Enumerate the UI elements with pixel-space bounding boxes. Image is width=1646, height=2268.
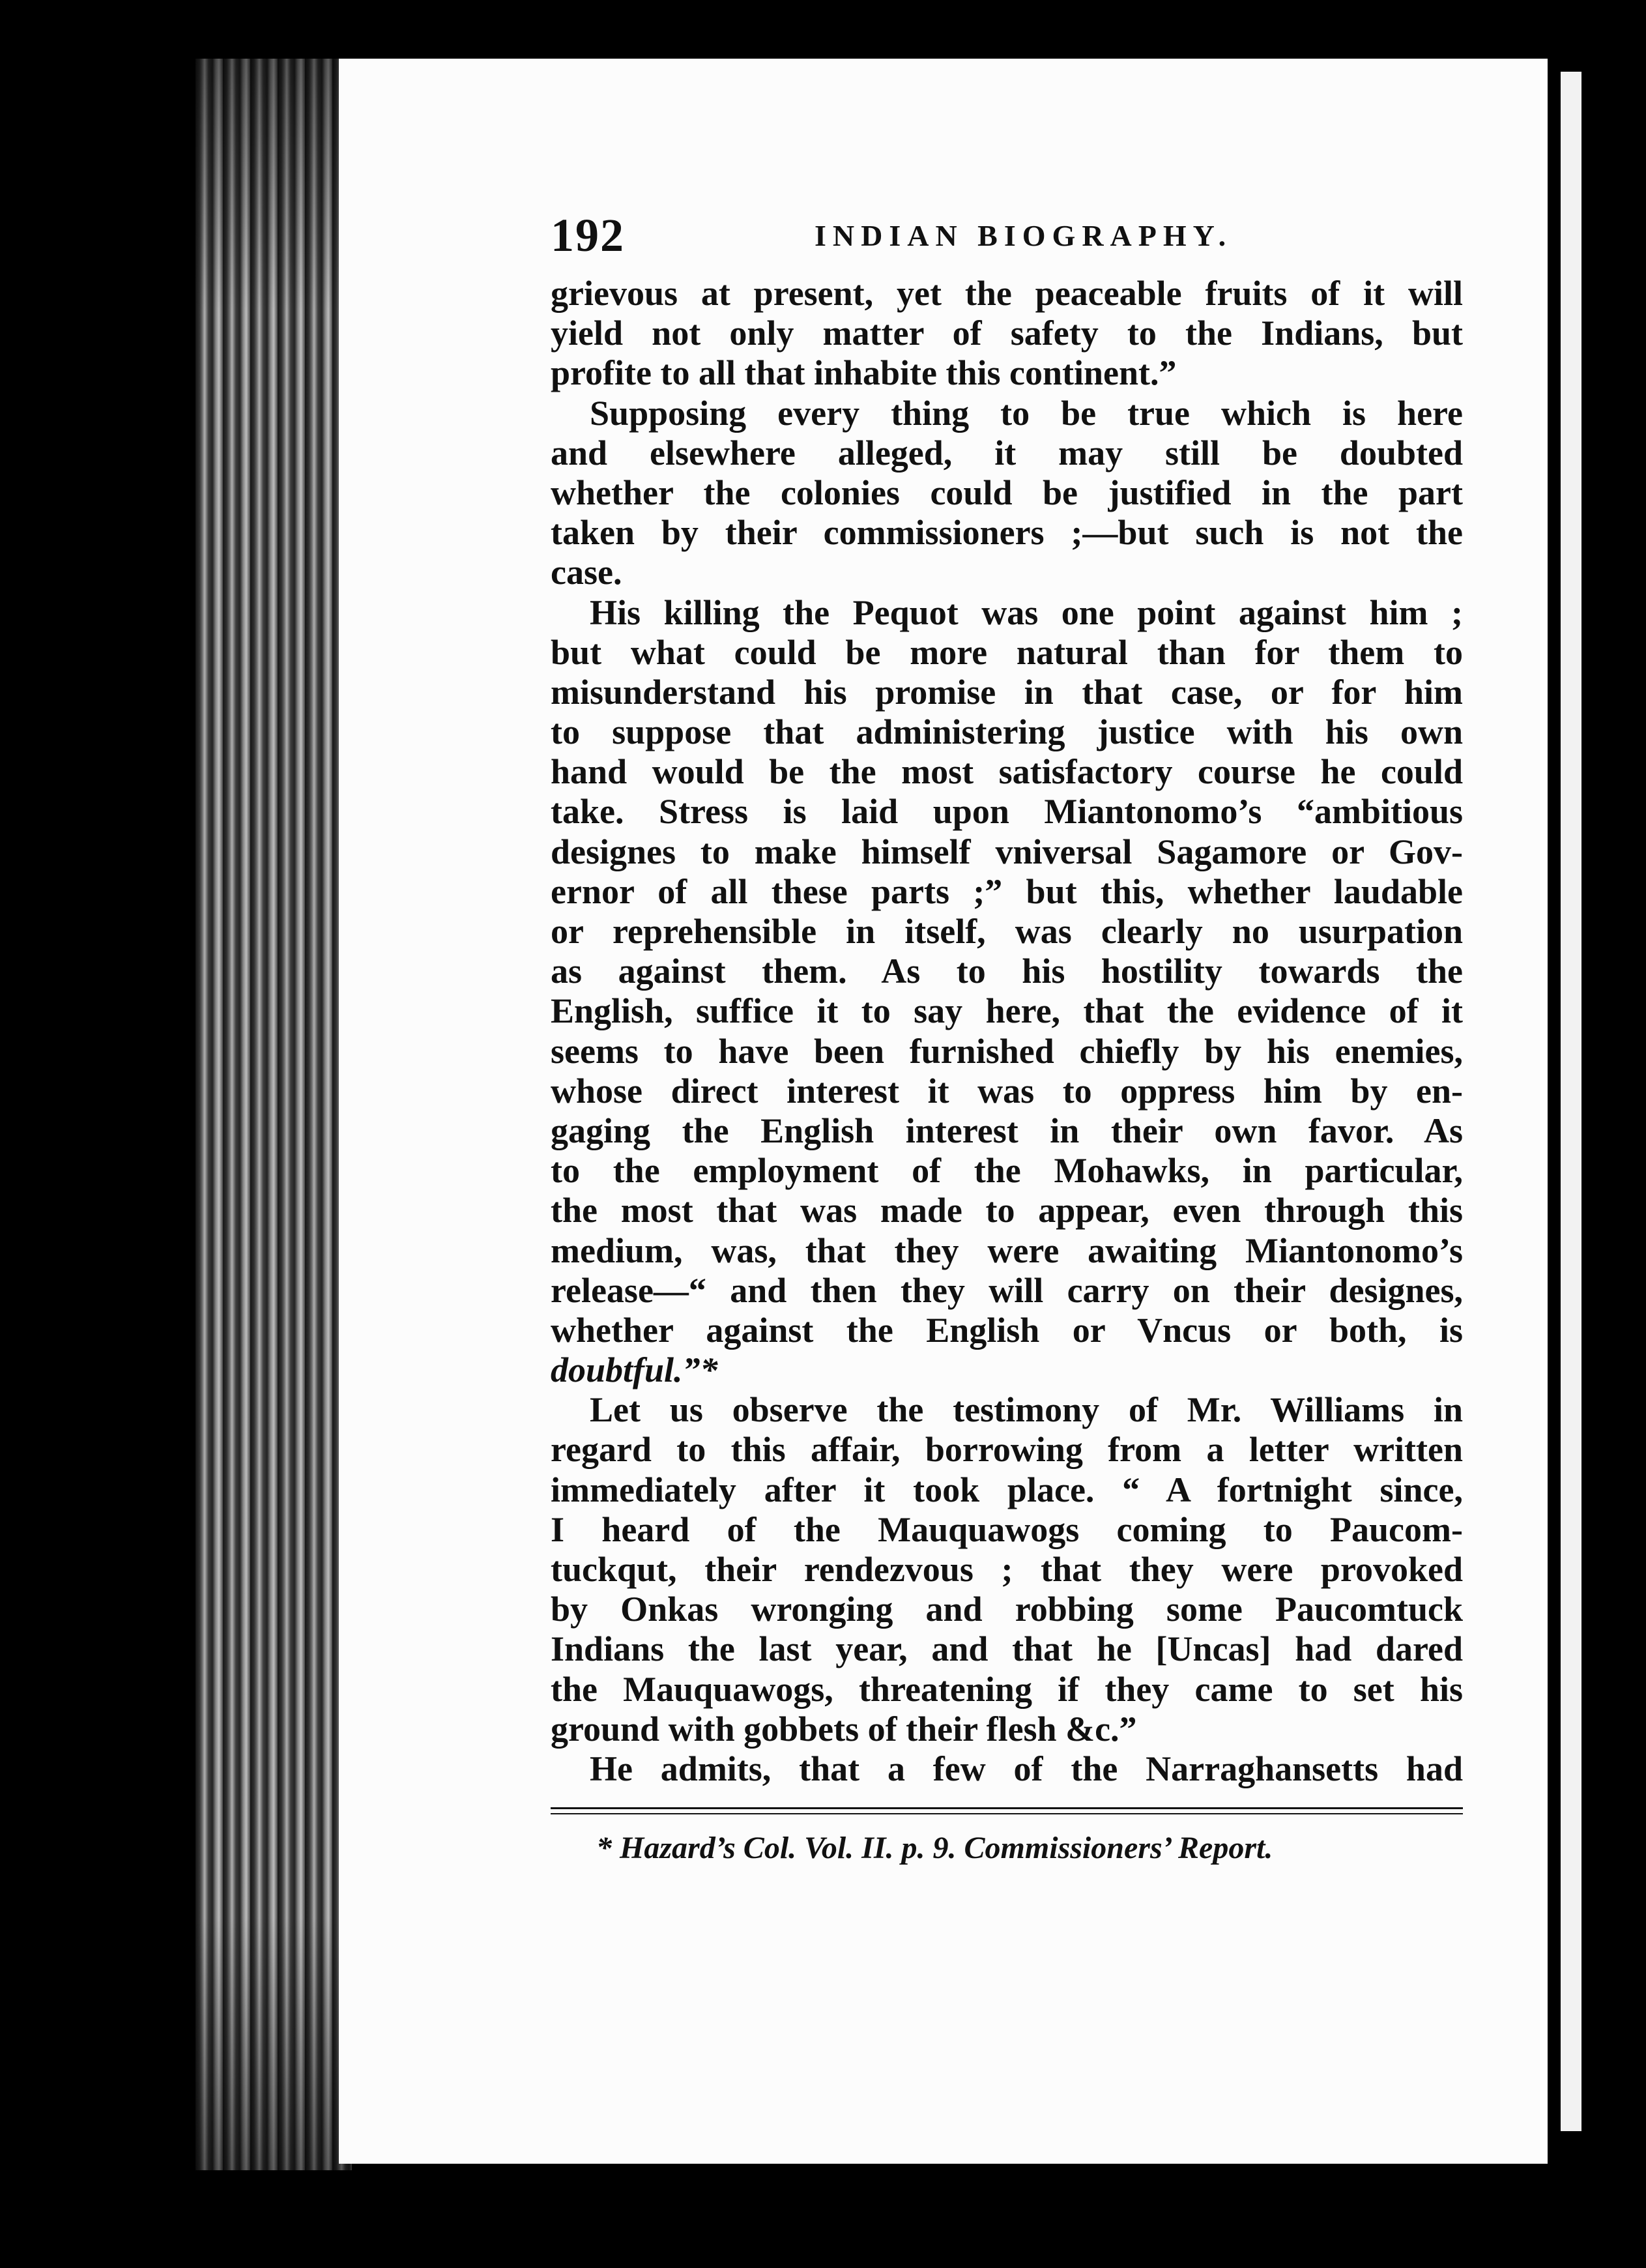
text-line: the most that was made to appear, even through this: [551, 1191, 1463, 1230]
footnote: * Hazard’s Col. Vol. II. p. 9. Commissioners’ Report.: [596, 1831, 1273, 1866]
text-line: to suppose that administering justice with his own: [551, 712, 1463, 752]
text-line: take. Stress is laid upon Miantonomo’s “ambitious: [551, 792, 1463, 832]
facing-page-edge: [1561, 72, 1581, 2131]
text-line: taken by their commissioners ;—but such is not the: [551, 513, 1463, 553]
text-line: Let us observe the testimony of Mr. Williams in: [590, 1390, 1463, 1430]
footnote-rule: [551, 1807, 1463, 1814]
text-line: release—“ and then they will carry on their designes,: [551, 1270, 1463, 1310]
page-content: [551, 196, 1463, 1866]
text-line: hand would be the most satisfactory course he could: [551, 752, 1463, 792]
text-line: ernor of all these parts ;” but this, whether laudable: [551, 871, 1463, 911]
text-line: whether the colonies could be justified in the part: [551, 472, 1463, 512]
text-line: grievous at present, yet the peaceable fruits of it will: [551, 274, 1463, 313]
text-line: the Mauquawogs, threatening if they came to set his: [551, 1669, 1463, 1709]
text-line: medium, was, that they were awaiting Miantonomo’s: [551, 1230, 1463, 1270]
text-line: English, suffice it to say here, that the evidence of it: [551, 991, 1463, 1031]
text-line: misunderstand his promise in that case, or for him: [551, 672, 1463, 712]
text-line: case.: [551, 553, 622, 592]
text-line: whose direct interest it was to oppress him by en-: [551, 1071, 1463, 1111]
text-line: by Onkas wronging and robbing some Paucomtuck: [551, 1590, 1463, 1629]
text-line: profite to all that inhabite this continent.”: [551, 353, 1177, 393]
page-edges-shadow: [195, 59, 352, 2170]
text-line: ground with gobbets of their flesh &c.”: [551, 1709, 1137, 1749]
text-line: yield not only matter of safety to the Indians, but: [551, 313, 1463, 353]
text-line: or reprehensible in itself, was clearly no usurpation: [551, 912, 1463, 951]
text-line: whether against the English or Vncus or both, is: [551, 1310, 1463, 1350]
text-line: His killing the Pequot was one point against him ;: [590, 592, 1463, 632]
text-line: Supposing every thing to be true which is here: [590, 393, 1463, 433]
running-head: [551, 196, 1463, 274]
text-line: I heard of the Mauquawogs coming to Paucom-: [551, 1509, 1463, 1549]
text-line: designes to make himself vniversal Sagamore or Gov-: [551, 832, 1463, 871]
text-line: tuckqut, their rendezvous ; that they were provoked: [551, 1550, 1463, 1589]
page-number: 192: [551, 209, 625, 261]
running-title: INDIAN BIOGRAPHY.: [815, 219, 1233, 252]
text-line: to the employment of the Mohawks, in particular,: [551, 1151, 1463, 1191]
text-line: He admits, that a few of the Narraghansetts had: [590, 1749, 1463, 1788]
text-line: as against them. As to his hostility towards the: [551, 952, 1463, 991]
body-text: [551, 274, 1463, 1789]
text-line: Indians the last year, and that he [Uncas] had dared: [551, 1629, 1463, 1669]
text-line: gaging the English interest in their own favor. As: [551, 1111, 1463, 1150]
page-gutter-shadow: [1548, 65, 1561, 2170]
text-line: seems to have been furnished chiefly by his enemies,: [551, 1031, 1463, 1071]
text-line: immediately after it took place. “ A fortnight since,: [551, 1470, 1463, 1509]
text-line: but what could be more natural than for them to: [551, 632, 1463, 672]
text-line: doubtful.”*: [551, 1350, 718, 1390]
text-line: regard to this affair, borrowing from a letter written: [551, 1430, 1463, 1470]
text-line: and elsewhere alleged, it may still be doubted: [551, 433, 1463, 472]
